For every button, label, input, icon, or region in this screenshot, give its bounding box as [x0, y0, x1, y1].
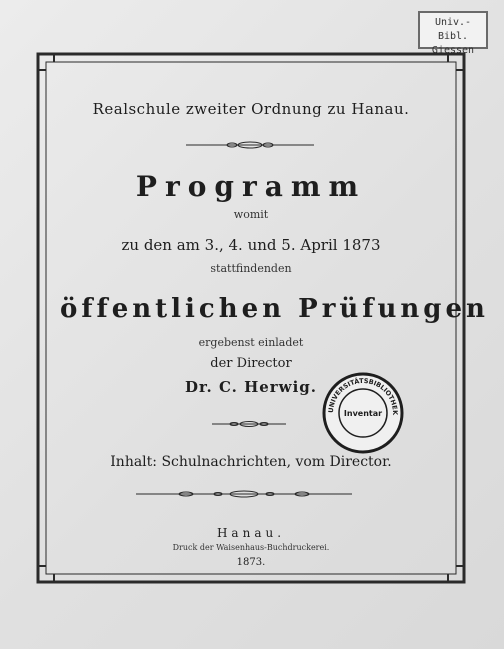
school-name: Realschule zweiter Ordnung zu Hanau. — [92, 100, 410, 118]
ornament-rule-top — [186, 142, 314, 148]
library-seal — [322, 372, 404, 454]
library-stamp-line2: Giessen — [431, 45, 475, 56]
seal-center-text: Inventar — [343, 409, 383, 418]
place-name: Hanau. — [216, 526, 286, 540]
library-stamp-line1: Univ.-Bibl. — [434, 17, 472, 42]
exams-heading: öffentlichen Prüfungen — [60, 294, 489, 324]
printer-line: Druck der Waisenhaus-Buchdruckerei. — [172, 543, 330, 552]
contents-line: Inhalt: Schulnachrichten, vom Director. — [110, 454, 392, 470]
seal-ring-text: UNIVERSITÄTSBIBLIOTHEK — [326, 376, 400, 416]
director-name: Dr. C. Herwig. — [184, 378, 318, 396]
director-label: der Director — [210, 356, 292, 371]
womit-text: womit — [233, 208, 269, 221]
exam-dates: zu den am 3., 4. und 5. April 1873 — [121, 236, 381, 254]
publication-year: 1873. — [236, 557, 266, 568]
ornament-rule-bottom — [136, 491, 352, 497]
ergebenst-text: ergebenst einladet — [198, 336, 304, 349]
stattfindenden-text: stattfindenden — [210, 262, 292, 275]
ornament-rule-middle — [212, 422, 286, 427]
document-title: Programm — [135, 170, 367, 203]
